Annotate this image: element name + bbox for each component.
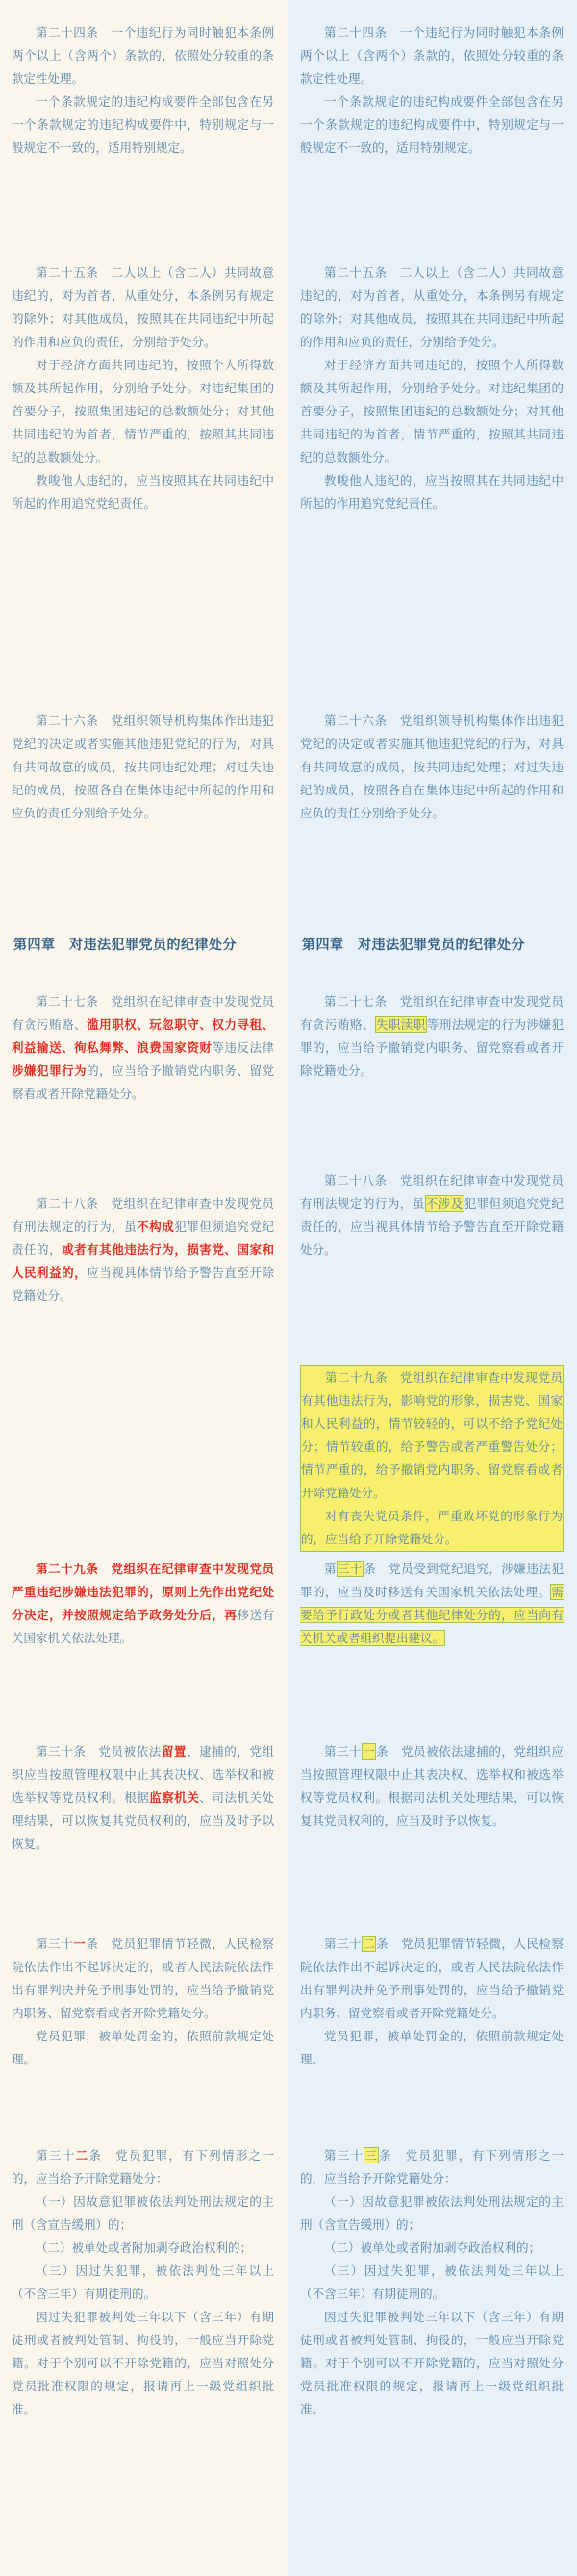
- text: 第三十: [36, 2148, 76, 2163]
- paragraph: 第二十六条 党组织领导机构集体作出违犯党纪的决定或者实施其他违犯党纪的行为，对具有共同故意的成员，按共同违纪处理；对过失违纪的成员，按照各自在集体违纪中所起的作用和应负的责任分别给予处分。: [300, 713, 564, 820]
- paragraph: [300, 2144, 564, 2190]
- highlighted-text: 一: [363, 1744, 376, 1759]
- paragraph: [12, 2144, 274, 2190]
- article-25-new: [300, 262, 564, 515]
- chapter-4-heading-new: 第四章 对违法犯罪党员的纪律处分: [302, 938, 525, 953]
- paragraph: 因过失犯罪被判处三年以下（含三年）有期徒刑或者被判处管制、拘役的，一般应当开除党籍。对于个别可以不开除党籍的，应当对照处分党员批准权限的规定，报请再上一级党组织批准。: [12, 2310, 274, 2416]
- added-text: 第二十九条 党组织在纪律审查中发现党员严重违纪涉嫌违法犯罪的，原则上先作出党纪处分决定，并按照规定给予政务处分后，: [12, 1562, 274, 1622]
- added-text: 二: [75, 2148, 89, 2163]
- text: 等刑法规定的行为涉嫌犯罪的，应当给予撤销党内职务、留党察看或者开除党籍处分。: [300, 1017, 564, 1078]
- paragraph: [12, 1933, 274, 2025]
- article-25-old: [12, 262, 274, 515]
- paragraph: 教唆他人违纪的，应当按照其在共同违纪中所起的作用追究党纪责任。: [300, 473, 564, 511]
- paragraph: 对于经济方面共同违纪的，按照个人所得数额及其所起作用，分别给予处分。对违纪集团的首要分子，按照集团违纪的总数额处分；对其他共同违纪的为首者，情节严重的，按照其共同违纪的总数额处分。: [300, 358, 564, 464]
- paragraph: [300, 1740, 564, 1833]
- paragraph: [12, 990, 274, 1106]
- paragraph: 一个条款规定的违纪构成要件全部包含在另一个条款规定的违纪构成要件中，特别规定与一般规定不一致的，适用特别规定。: [12, 94, 274, 155]
- article-27-old: [12, 990, 274, 1106]
- added-text: 一: [73, 1937, 87, 1951]
- paragraph: [300, 1558, 564, 1650]
- list-item: （三）因过失犯罪，被依法判处三年以上（不含三年）有期徒刑的。: [12, 2263, 274, 2301]
- text: 、逮捕的，党组织应当按照管理权限中止其表决权、选举权和被选举权等党员权利。根据: [12, 1744, 274, 1805]
- highlighted-text: 三十: [338, 1562, 364, 1576]
- highlighted-text: 需要给予行政处分或者其他纪律处分的，应当向有关机关或者组织提出建议。: [300, 1585, 564, 1645]
- paragraph: 党员犯罪，被单处罚金的，依照前款规定处理。: [300, 2029, 564, 2066]
- paragraph: 对于经济方面共同违纪的，按照个人所得数额及其所起作用，分别给予处分。对违纪集团的首要分子，按照集团违纪的总数额处分；对其他共同违纪的为首者，情节严重的，按照其共同违纪的总数额处分。: [12, 358, 274, 464]
- paragraph: [300, 1933, 564, 2025]
- text: 第三十: [324, 1937, 363, 1951]
- paragraph: 第二十五条 二人以上（含二人）共同故意违纪的，对为首者，从重处分，本条例另有规定的除外；对其他成员，按照其在共同违纪中所起的作用和应负的责任，分别给予处分。: [300, 265, 564, 349]
- text: 第二十八条 党组织在纪律审查中发现党员有刑法规定的行为，虽: [12, 1196, 274, 1234]
- added-text: 监察机关: [149, 1790, 200, 1805]
- added-text: 不构成: [137, 1219, 175, 1234]
- paragraph: 第二十四条 一个违纪行为同时触犯本条例两个以上（含两个）条款的，依照处分较重的条款定性处理。: [300, 25, 564, 86]
- article-26-old: [12, 710, 274, 825]
- text: 犯罪但须追究党纪责任的，: [12, 1219, 274, 1257]
- text: 的，应当给予撤销党内职务、留党察看或者开除党籍处分。: [12, 1063, 274, 1101]
- text: 第二十七条 党组织在纪律审查中发现党员有贪污贿赂、: [12, 994, 274, 1032]
- paragraph: 教唆他人违纪的，应当按照其在共同违纪中所起的作用追究党纪责任。: [12, 473, 274, 511]
- text: 条 党员犯罪，有下列情形之一的，应当给予开除党籍处分：: [12, 2148, 274, 2186]
- article-24-new: [300, 21, 564, 160]
- highlighted-text: 不涉及: [425, 1196, 464, 1211]
- text: 第三十: [324, 2148, 364, 2163]
- added-text: 或者有其他违法行为，损害党、国家和人民利益的，: [12, 1242, 274, 1280]
- text: 条 党员受到党纪追究，涉嫌违法犯罪的，应当及时移送有关国家机关依法处理。: [300, 1562, 564, 1599]
- article-29-new-highlight: [300, 1365, 564, 1552]
- article-29-old: [12, 1558, 274, 1650]
- added-text: 再: [224, 1608, 238, 1622]
- text: 条 党员被依法逮捕的，党组织应当按照管理权限中止其表决权、选举权和被选举权等党员权利。根据司法机关处理结果，可以恢复其党员权利的，应当及时予以恢复。: [300, 1744, 564, 1828]
- article-27-new: [300, 990, 564, 1083]
- old-version-column: [0, 0, 288, 2576]
- added-text: 涉嫌犯罪行为: [12, 1063, 88, 1078]
- text: 、司法机关处理结果，可以恢复其党员权利的，应当及时予以恢复。: [12, 1790, 274, 1851]
- highlighted-text: 三: [364, 2148, 379, 2163]
- article-30-new: [300, 1558, 564, 1650]
- list-item: （一）因故意犯罪被依法判处刑法规定的主刑（含宣告缓刑）的；: [300, 2194, 564, 2232]
- paragraph: 第二十九条 党组织在纪律审查中发现党员有其他违法行为，影响党的形象，损害党、国家和人民利益的，情节较轻的，可以不给予党纪处分；情节较重的，给予警告或者严重警告处分；情节严重的，给予撤销党内职务、留党察看或者开除党籍处分。: [301, 1370, 563, 1500]
- paragraph: 一个条款规定的违纪构成要件全部包含在另一个条款规定的违纪构成要件中，特别规定与一般规定不一致的，适用特别规定。: [300, 94, 564, 155]
- list-item: （二）被单处或者附加剥夺政治权利的；: [36, 2240, 253, 2255]
- article-28-new: [300, 1169, 564, 1262]
- paragraph: 对有丧失党员条件，严重败坏党的形象行为的，应当给予开除党籍处分。: [301, 1509, 563, 1546]
- article-32-new: [300, 1933, 564, 2071]
- list-item: （一）因故意犯罪被依法判处刑法规定的主刑（含宣告缓刑）的；: [12, 2194, 274, 2232]
- article-31-old: [12, 1933, 274, 2071]
- text: 第二十八条 党组织在纪律审查中发现党员有刑法规定的行为，虽: [300, 1173, 564, 1211]
- article-32-old: [12, 2144, 274, 2421]
- chapter-4-heading-old: 第四章 对违法犯罪党员的纪律处分: [13, 938, 237, 953]
- paragraph: [12, 1558, 274, 1650]
- text: 第二十七条 党组织在纪律审查中发现党员有贪污贿赂、: [300, 994, 564, 1032]
- text: 条 党员犯罪，有下列情形之一的，应当给予开除党籍处分：: [300, 2148, 564, 2186]
- paragraph: 第二十四条 一个违纪行为同时触犯本条例两个以上（含两个）条款的，依照处分较重的条款定性处理。: [12, 25, 274, 86]
- text: 第: [324, 1562, 338, 1576]
- paragraph: [300, 990, 564, 1083]
- highlighted-text: 失职渎职: [375, 1017, 426, 1032]
- article-30-old: [12, 1740, 274, 1856]
- added-text: 滥用职权、玩忽职守、权力寻租、利益输送、徇私舞弊、浪费国家资财: [12, 1017, 274, 1055]
- list-item: （三）因过失犯罪，被依法判处三年以上（不含三年）有期徒刑的。: [300, 2263, 564, 2301]
- text: 应当视具体情节给予警告直至开除党籍处分。: [12, 1265, 274, 1303]
- article-24-old: [12, 21, 274, 160]
- article-26-new: [300, 710, 564, 825]
- text: 移送有关国家机关依法处理。: [12, 1608, 274, 1645]
- paragraph: [12, 1740, 274, 1856]
- text: 第三十: [324, 1744, 363, 1759]
- text: 等违反法律: [212, 1040, 274, 1055]
- text: 犯罪但须追究党纪责任的，应当视具体情节给予警告直至开除党籍处分。: [300, 1196, 564, 1257]
- paragraph: [300, 1169, 564, 1262]
- new-version-column: [288, 0, 577, 2576]
- text: 第三十条 党员被依法: [36, 1744, 162, 1759]
- highlighted-text: 二: [363, 1937, 376, 1951]
- paragraph: [12, 1192, 274, 1308]
- text: 条 党员犯罪情节轻微，人民检察院依法作出不起诉决定的，或者人民法院依法作出有罪判决并免予刑事处罚的，应当给予撤销党内职务、留党察看或者开除党籍处分。: [300, 1937, 564, 2020]
- paragraph: 因过失犯罪被判处三年以下（含三年）有期徒刑或者被判处管制、拘役的，一般应当开除党籍。对于个别可以不开除党籍的，应当对照处分党员批准权限的规定，报请再上一级党组织批准。: [300, 2310, 564, 2416]
- paragraph: 党员犯罪，被单处罚金的，依照前款规定处理。: [12, 2029, 274, 2066]
- article-33-new: [300, 2144, 564, 2421]
- list-item: （二）被单处或者附加剥夺政治权利的；: [324, 2240, 541, 2255]
- paragraph: 第二十五条 二人以上（含二人）共同故意违纪的，对为首者，从重处分，本条例另有规定的除外；对其他成员，按照其在共同违纪中所起的作用和应负的责任，分别给予处分。: [12, 265, 274, 349]
- added-text: 留置: [161, 1744, 187, 1759]
- paragraph: 第二十六条 党组织领导机构集体作出违犯党纪的决定或者实施其他违犯党纪的行为，对具有共同故意的成员，按共同违纪处理；对过失违纪的成员，按照各自在集体违纪中所起的作用和应负的责任分别给予处分。: [12, 713, 274, 820]
- article-28-old: [12, 1192, 274, 1308]
- article-31-new: [300, 1740, 564, 1833]
- text: 条 党员犯罪情节轻微，人民检察院依法作出不起诉决定的，或者人民法院依法作出有罪判决并免予刑事处罚的，应当给予撤销党内职务、留党察看或者开除党籍处分。: [12, 1937, 274, 2020]
- text: 第三十: [36, 1937, 74, 1951]
